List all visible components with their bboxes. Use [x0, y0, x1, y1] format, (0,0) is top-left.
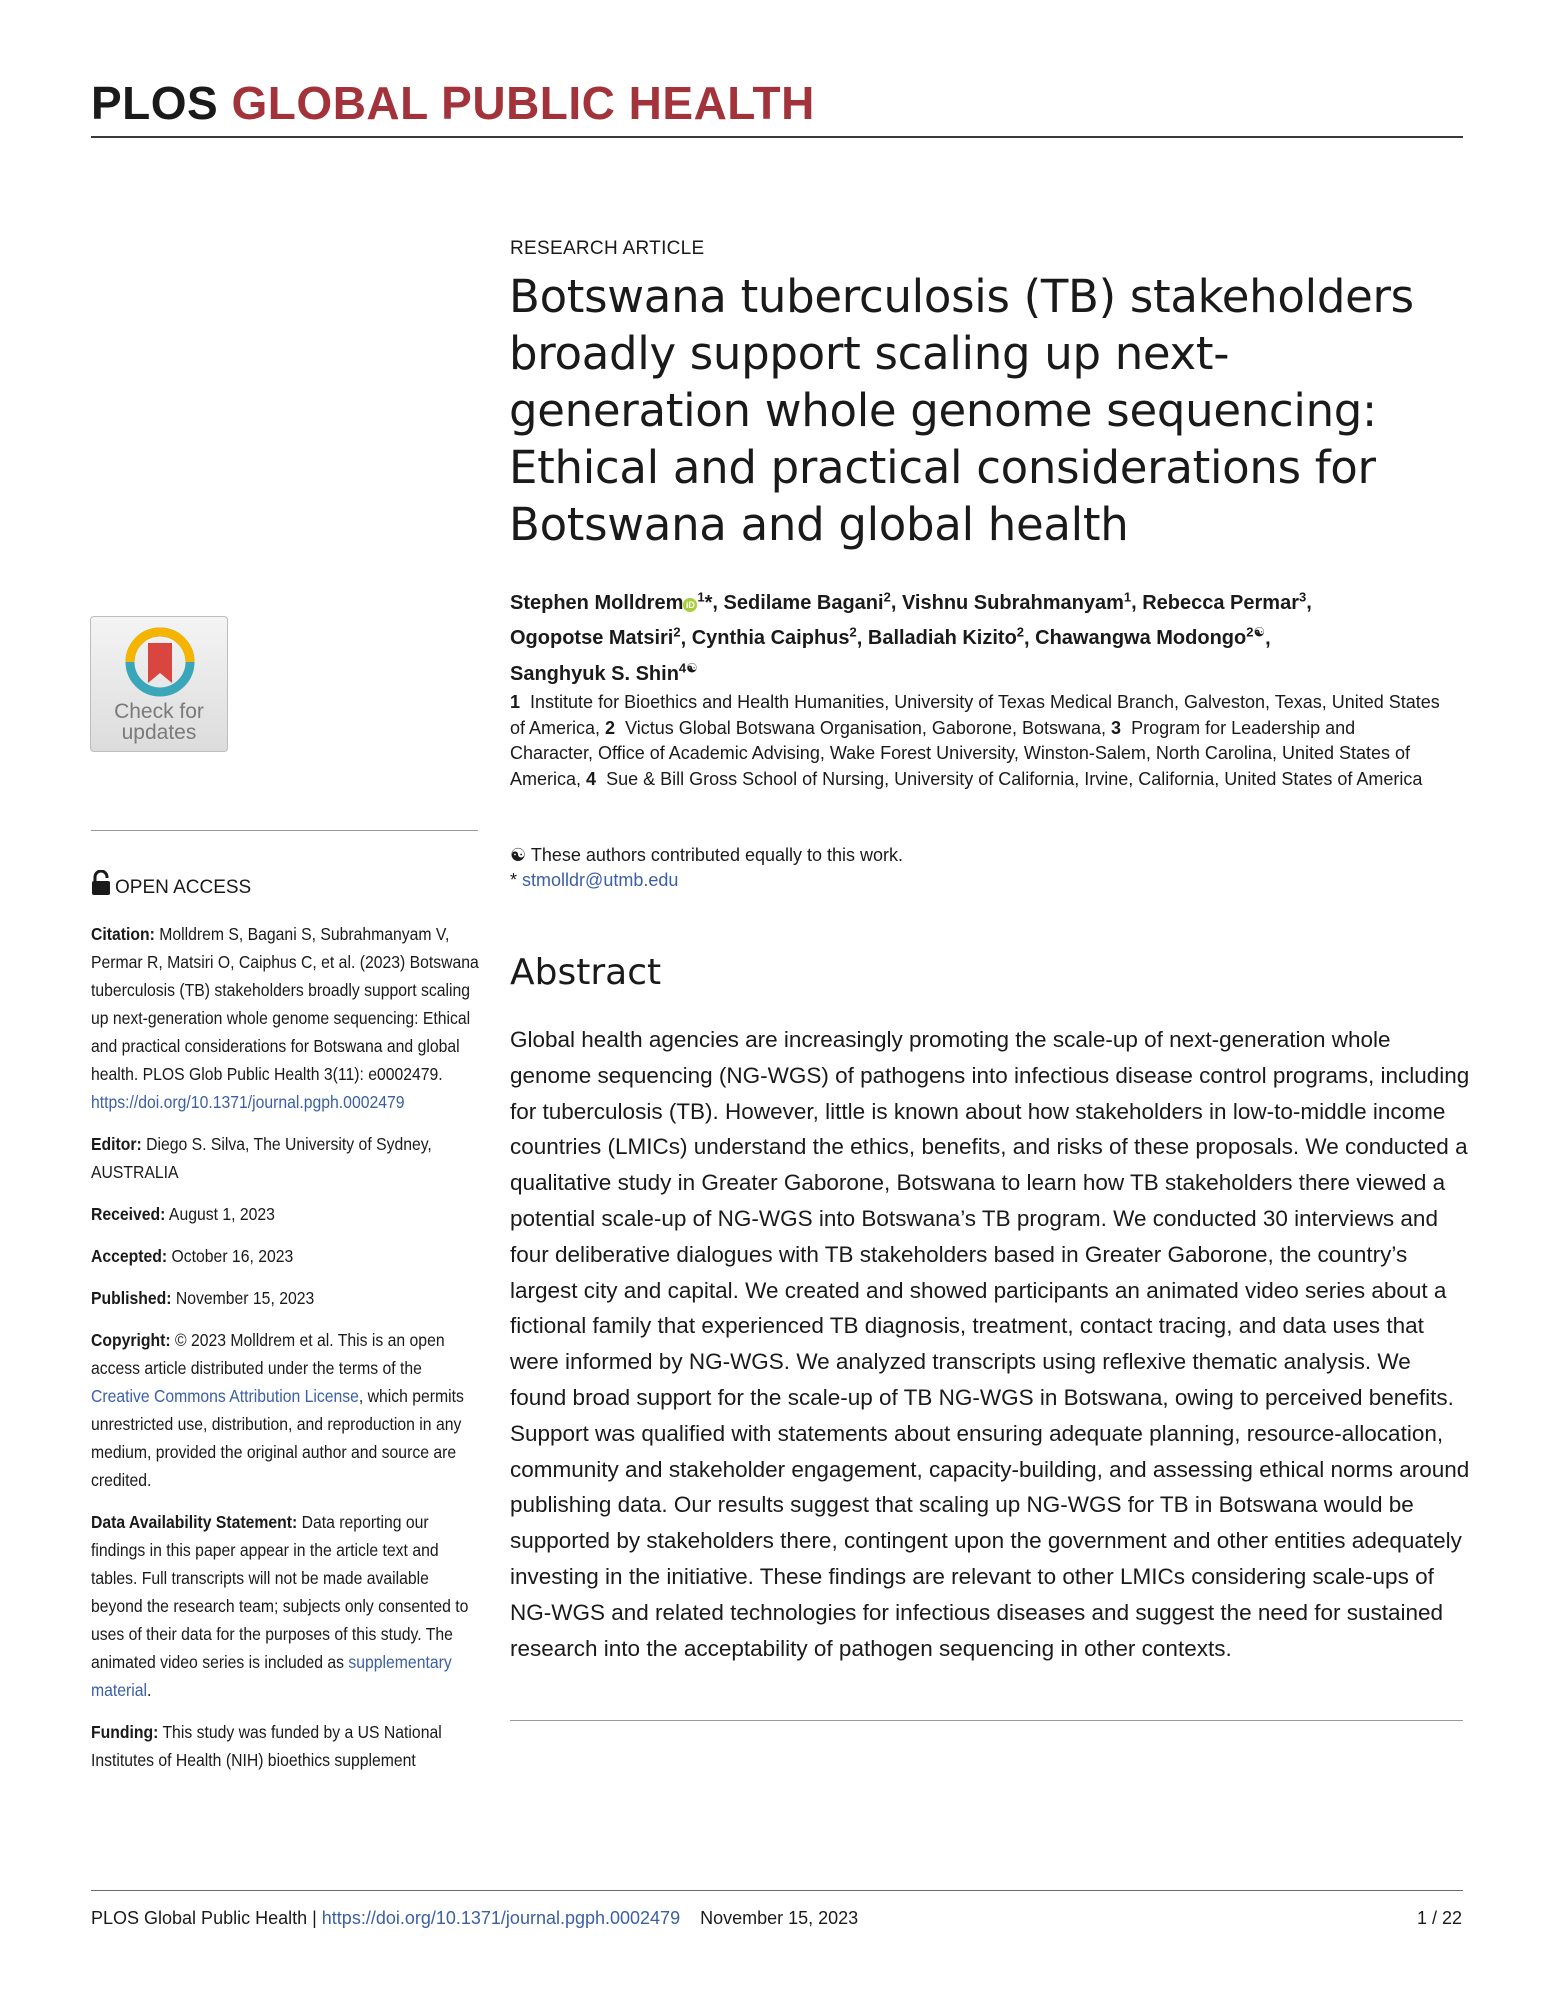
published-date: Published: November 15, 2023 — [91, 1288, 315, 1308]
check-for-updates-label: Check for updates — [114, 700, 204, 744]
author[interactable]: Stephen Molldrem $iD^1*$ — [510, 589, 713, 614]
license-link[interactable]: Creative Commons Attribution License — [91, 1386, 359, 1406]
author[interactable]: Balladiah Kizito$^2$ — [867, 624, 1025, 650]
accepted-date: Accepted: October 16, 2023 — [91, 1246, 294, 1266]
abstract-heading: Abstract — [510, 952, 662, 993]
journal-brand: PLOS — [91, 77, 219, 129]
author-list: Stephen Molldrem $iD^1*$, Sedilame Bagani$^2$, Vishnu Subrahmanyam$^1$, Rebecca Permar$^3$, Ogopotse Matsiri$^2$, Cynthia Caiphus$^2$, Balladiah Kizito$^2$, Chawangwa Modongo$^{2☯}$, Sanghyuk S. Shin$^{4☯}$ — [510, 589, 1312, 685]
header-divider — [91, 136, 1463, 138]
orcid-icon[interactable]: iD — [683, 598, 697, 612]
author[interactable]: Cynthia Caiphus$^2$ — [691, 624, 857, 650]
abstract-divider — [510, 1720, 1463, 1721]
citation: Citation: Molldrem S, Bagani S, Subrahmanyam V, Permar R, Matsiri O, Caiphus C, et al. (2023) Botswana tuberculosis (TB) stakeholders broadly support scaling up next-generation whole genome sequencing: Ethical and practical considerations for Botswana and global health. PLOS Glob Public Health 3(11): e0002479. https://doi.org/10.1371/journal.pgph.0002479 — [91, 924, 479, 1112]
open-lock-icon — [91, 870, 111, 896]
article-type: RESEARCH ARTICLE — [510, 238, 705, 259]
editor: Editor: Diego S. Silva, The University of Sydney, AUSTRALIA — [91, 1134, 432, 1182]
article-metadata — [91, 920, 482, 1788]
journal-name: GLOBAL PUBLIC HEALTH — [231, 77, 815, 129]
footer-journal: PLOS Global Public Health | — [91, 1908, 322, 1928]
author[interactable]: Vishnu Subrahmanyam$^1$ — [901, 589, 1132, 614]
copyright: Copyright: © 2023 Molldrem et al. This is an open access article distributed under the terms of the Creative Commons Attribution License, which permits unrestricted use, distribution, and reproduction in any medium, provided the original author and source are credited. — [91, 1330, 464, 1490]
email-link[interactable]: stmolldr@utmb.edu — [522, 870, 679, 890]
equal-contribution-note: ☯ These authors contributed equally to this work. — [510, 845, 904, 865]
citation-doi-link[interactable]: https://doi.org/10.1371/journal.pgph.0002479 — [91, 1092, 405, 1112]
author[interactable]: Chawangwa Modongo$^{2☯}$ — [1035, 624, 1266, 650]
footer-doi-link[interactable]: https://doi.org/10.1371/journal.pgph.0002479 — [321, 1908, 681, 1928]
supplementary-material-link[interactable]: supplementary material — [91, 1652, 452, 1700]
footer-date: November 15, 2023 — [700, 1908, 859, 1928]
corresponding-author: * stmolldr@utmb.edu — [510, 870, 679, 890]
sidebar-divider — [91, 830, 478, 831]
received-date: Received: August 1, 2023 — [91, 1204, 275, 1224]
page-footer — [91, 1908, 858, 1929]
check-for-updates-icon — [123, 625, 197, 699]
data-availability: Data Availability Statement: Data reporting our findings in this paper appear in the article text and tables. Full transcripts will not be made available beyond the research team; subjects only consented to uses of their data for the purposes of this study. The animated video series is included as supplementary material. — [91, 1512, 469, 1700]
affiliations: 1 Institute for Bioethics and Health Humanities, University of Texas Medical Branch, Galveston, Texas, United States of America, 2 Victus Global Botswana Organisation, Gaborone, Botswana, 3 Program for Leadership and Character, Office of Academic Advising, Wake Forest University, Winston-Salem, North Carolina, United States of America, 4 Sue & Bill Gross School of Nursing, University of California, Irvine, California, United States of America — [510, 692, 1440, 789]
open-access-label: OPEN ACCESS — [91, 870, 251, 899]
author[interactable]: Sanghyuk S. Shin$^{4☯}$ — [510, 660, 698, 685]
abstract-text: Global health agencies are increasingly promoting the scale-up of next-generation whole genome sequencing (NG-WGS) of pathogens into infectious disease control programs, including for tuberculosis (TB). However, little is known about how stakeholders in low-to-middle income countries (LMICs) understand the ethics, benefits, and risks of these proposals. We conducted a qualitative study in Greater Gaborone, Botswana to learn how TB stakeholders there viewed a potential scale-up of NG-WGS into Botswana’s TB program. We conducted 30 interviews and four deliberative dialogues with TB stakeholders based in Greater Gaborone, the country’s largest city and capital. We created and showed participants an animated video series about a fictional family that experienced TB diagnosis, treatment, contact tracing, and data uses that were informed by NG-WGS. We analyzed transcripts using reflexive thematic analysis. We found broad support for the scale-up of TB NG-WGS in Botswana, owing to perceived benefits. Support was qualified with statements about ensuring adequate planning, resource-allocation, community and stakeholder engagement, capacity-building, and assessing ethical norms around publishing data. Our results suggest that scaling up NG-WGS for TB in Botswana would be supported by stakeholders there, contingent upon the government and other entities adequately investing in the initiative. These findings are relevant to other LMICs considering scale-ups of NG-WGS and related technologies for infectious diseases and suggest the need for sustained research into the acceptability of pathogen sequencing in other contexts. — [510, 1027, 1470, 1661]
footer-divider — [91, 1890, 1463, 1891]
author[interactable]: Ogopotse Matsiri$^2$ — [510, 624, 681, 650]
author[interactable]: Sedilame Bagani$^2$ — [723, 589, 891, 614]
article-title: Botswana tuberculosis (TB) stakeholders broadly support scaling up next-generation whole genome sequencing: Ethical and practical considerations for Botswana and global health — [509, 270, 1414, 551]
page-number: 1 / 22 — [1416, 1908, 1462, 1928]
check-for-updates-button[interactable] — [90, 616, 228, 752]
author-notes — [510, 843, 903, 893]
journal-header — [91, 76, 815, 130]
author[interactable]: Rebecca Permar$^3$ — [1142, 589, 1307, 614]
funding: Funding: This study was funded by a US National Institutes of Health (NIH) bioethics supplement — [91, 1722, 442, 1770]
